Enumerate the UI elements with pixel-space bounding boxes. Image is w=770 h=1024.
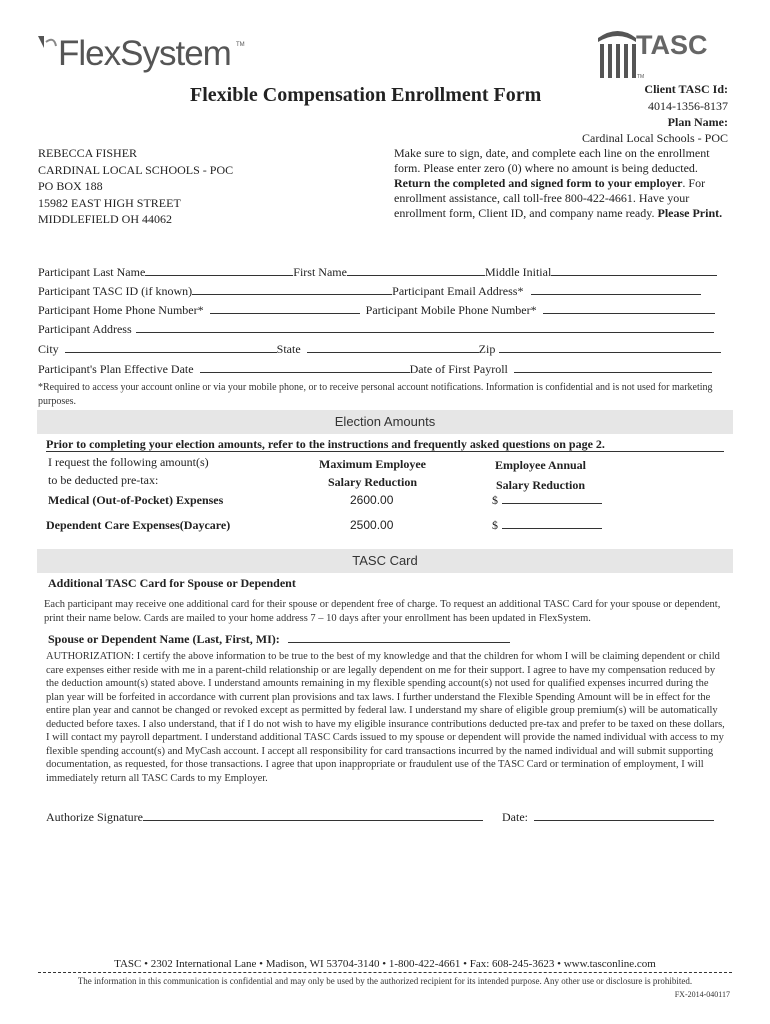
state-label: State bbox=[276, 342, 301, 356]
participant-row-name bbox=[38, 265, 717, 280]
currency-symbol: $ bbox=[492, 493, 498, 507]
first-name-label: First Name bbox=[293, 265, 347, 279]
last-name-label: Participant Last Name bbox=[38, 265, 146, 279]
election-row-max: 2500.00 bbox=[350, 518, 394, 532]
instructions-return: Return the completed and signed form to your employer bbox=[394, 176, 683, 190]
footer-confidential: The information in this communication is confidential and may only be used by the authorized recipient for its intended purpose. Any other use or disclosure is prohibited. bbox=[77, 976, 693, 986]
date-label: Date: bbox=[502, 810, 528, 824]
footer-address: TASC • 2302 International Lane • Madison, WI 53704-3140 • 1-800-422-4661 • Fax: 608-245-3623 • www.tasconline.com bbox=[114, 958, 656, 970]
tasc-logo-text: TASC bbox=[636, 30, 708, 60]
address-line: MIDDLEFIELD OH 44062 bbox=[38, 212, 172, 226]
instructions-text: Make sure to sign, date, and complete each line on the enrollment form. Please enter zero (0) where no amount is being deducted. bbox=[394, 146, 710, 175]
election-row-amount[interactable] bbox=[492, 518, 602, 533]
address-field[interactable] bbox=[136, 322, 714, 333]
election-row-label: Dependent Care Expenses(Daycare) bbox=[46, 518, 231, 532]
card-description: Each participant may receive one additional card for their spouse or dependent free of charge. To request an additional TASC Card for your spouse or dependent, print their name below. Cards are mailed to your home address 7 – 10 days after your enrollment has been updated in FlexSystem. bbox=[44, 599, 721, 624]
currency-symbol: $ bbox=[492, 518, 498, 532]
city-label: City bbox=[38, 342, 59, 356]
dependent-name-row bbox=[48, 632, 510, 647]
city-field[interactable] bbox=[65, 342, 277, 353]
participant-footnote: *Required to access your account online or via your mobile phone, or to receive personal account notifications. Information is confidential and is not used for marketing purposes. bbox=[38, 382, 713, 407]
home-phone-field[interactable] bbox=[210, 303, 360, 314]
address-label: Participant Address bbox=[38, 322, 132, 336]
client-id-value: 4014-1356-8137 bbox=[648, 99, 728, 113]
election-row-label: Medical (Out-of-Pocket) Expenses bbox=[48, 493, 224, 507]
home-phone-label: Participant Home Phone Number* bbox=[38, 303, 204, 317]
election-row-max: 2600.00 bbox=[350, 493, 394, 507]
address-line: CARDINAL LOCAL SCHOOLS - POC bbox=[38, 162, 234, 177]
signature-label: Authorize Signature bbox=[46, 810, 143, 824]
dependent-name-field[interactable] bbox=[288, 632, 510, 643]
request-line: I request the following amount(s) bbox=[48, 455, 209, 469]
flexsystem-tm: TM bbox=[236, 42, 245, 48]
form-title: Flexible Compensation Enrollment Form bbox=[190, 84, 542, 106]
address-line: 15982 EAST HIGH STREET bbox=[38, 195, 181, 210]
date-field[interactable] bbox=[534, 810, 714, 821]
authorization-text: AUTHORIZATION: I certify the above information to be true to the best of my knowledge and that the children for whom I will be claiming dependent or child care expenses either reside with me in a parent-child relationship or are legally dependent on me for their support. I agree to have my compensation reduced by the deduction amount(s) stated above. I understand amounts remaining in my flexible spending account(s) not used for qualified expenses incurred during the plan year will be forfeited in accordance with current plan provisions and tax laws. I further understand the Flexible Spending Amount will be in effect for the entire plan year and cannot be changed or revoked except as permitted by federal law. I understand my share of eligible group premium(s) will be automatically deducted before taxes. I also understand, that if I do not wish to have my eligible insurance contributions deducted pre-tax and prefer to be taxed on these dollars, I will contact my payroll department. I understand additional TASC Cards issued to my spouse or dependent will provide the named individual with access to my flexible spending account(s) and MyCash account. I accept all responsibility for card transactions incurred by the named individual and will submit supporting documentation, as requested, for those transactions. I agree that upon inappropriate or fraudulent use of the TASC Card or termination of employment, I will immediately return all TASC Cards to my Employer. bbox=[46, 651, 725, 784]
participant-row-city bbox=[38, 342, 721, 357]
plan-name-value: Cardinal Local Schools - POC bbox=[582, 131, 728, 145]
email-field[interactable] bbox=[531, 284, 701, 295]
col-annual-header bbox=[468, 455, 613, 495]
col-max-header bbox=[300, 455, 445, 491]
annual-amount-field[interactable] bbox=[502, 493, 602, 504]
tasc-id-field[interactable] bbox=[192, 284, 392, 295]
election-prior-note: Prior to completing your election amounts, refer to the instructions and frequently asked questions on page 2. bbox=[46, 437, 724, 452]
tasc-logo bbox=[596, 24, 736, 84]
mobile-phone-field[interactable] bbox=[543, 303, 715, 314]
plan-name-label: Plan Name: bbox=[667, 115, 728, 129]
middle-initial-field[interactable] bbox=[551, 265, 717, 276]
instructions bbox=[394, 146, 734, 221]
dependent-name-label: Spouse or Dependent Name (Last, First, MI): bbox=[48, 632, 280, 646]
effective-date-field[interactable] bbox=[200, 362, 410, 373]
middle-initial-label: Middle Initial bbox=[484, 265, 552, 279]
date-row bbox=[502, 810, 714, 825]
tasc-card-band: TASC Card bbox=[37, 549, 733, 573]
flexsystem-logo bbox=[36, 30, 246, 80]
instructions-please-print: Please Print. bbox=[657, 206, 723, 220]
state-field[interactable] bbox=[307, 342, 479, 353]
footer-divider bbox=[38, 972, 732, 973]
client-id-label: Client TASC Id: bbox=[644, 82, 728, 96]
col-annual-line: Salary Reduction bbox=[495, 478, 585, 492]
address-line: REBECCA FISHER bbox=[38, 146, 138, 160]
first-payroll-label: Date of First Payroll bbox=[409, 362, 508, 376]
col-max-line: Salary Reduction bbox=[327, 475, 417, 489]
email-label: Participant Email Address* bbox=[392, 284, 524, 298]
address-line: PO BOX 188 bbox=[38, 179, 103, 193]
participant-row-phone bbox=[38, 303, 715, 318]
flexsystem-swoosh-icon bbox=[36, 34, 58, 56]
annual-amount-field[interactable] bbox=[502, 518, 602, 529]
mobile-phone-label: Participant Mobile Phone Number* bbox=[365, 303, 537, 317]
card-subtitle: Additional TASC Card for Spouse or Dependent bbox=[48, 576, 296, 590]
tasc-fan-icon bbox=[596, 28, 638, 82]
election-amounts-band: Election Amounts bbox=[37, 410, 733, 434]
last-name-field[interactable] bbox=[145, 265, 293, 276]
effective-date-label: Participant's Plan Effective Date bbox=[38, 362, 194, 376]
signature-row bbox=[46, 810, 483, 825]
flexsystem-logo-text: FlexSystem bbox=[58, 34, 231, 73]
participant-row-address bbox=[38, 322, 714, 337]
tasc-id-label: Participant TASC ID (if known) bbox=[38, 284, 193, 298]
instructions-assist: . For enrollment assistance, call toll-free 800-422-4661. Have your enrollment form, Client ID, and company name ready. bbox=[394, 176, 706, 220]
signature-field[interactable] bbox=[143, 810, 483, 821]
footer-form-code: FX-2014-040117 bbox=[674, 990, 730, 999]
zip-field[interactable] bbox=[499, 342, 721, 353]
first-name-field[interactable] bbox=[347, 265, 485, 276]
request-line: to be deducted pre-tax: bbox=[48, 473, 159, 487]
election-row-amount[interactable] bbox=[492, 493, 602, 508]
zip-label: Zip bbox=[478, 342, 496, 356]
mailing-address bbox=[38, 145, 233, 228]
participant-row-dates bbox=[38, 362, 712, 377]
col-annual-line: Employee Annual bbox=[494, 458, 587, 472]
col-max-line: Maximum Employee bbox=[319, 457, 426, 471]
tasc-tm: TM bbox=[637, 74, 645, 80]
participant-row-id bbox=[38, 284, 701, 299]
first-payroll-field[interactable] bbox=[514, 362, 712, 373]
